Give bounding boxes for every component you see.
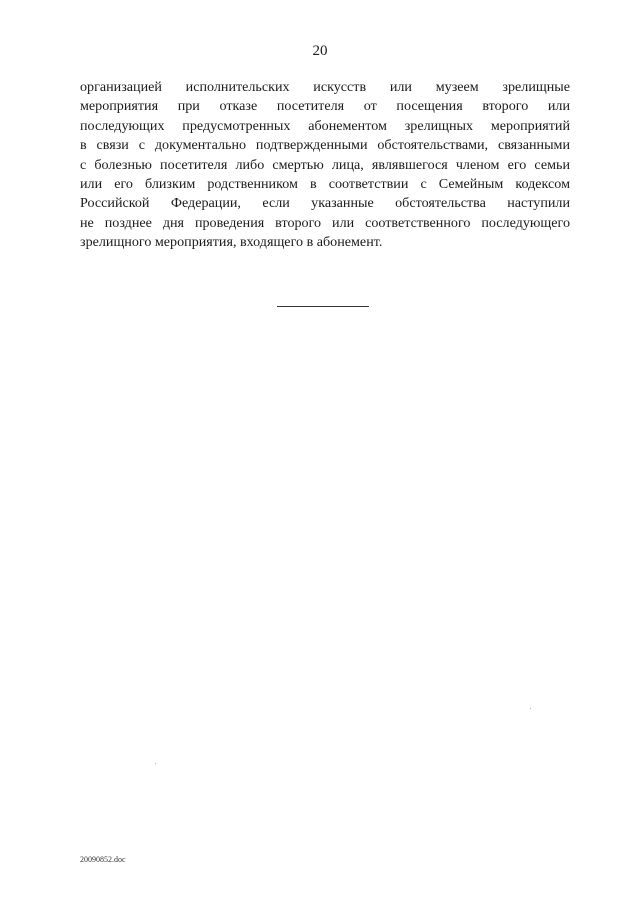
paragraph-line: или его близким родственником в соответствии с Семейным кодексом bbox=[80, 176, 570, 193]
paragraph-line: с болезнью посетителя либо смертью лица, являвшегося членом его семьи bbox=[80, 156, 570, 173]
page-number: 20 bbox=[312, 43, 328, 59]
paragraph-line: последующих предусмотренных абонементом зрелищных мероприятий bbox=[80, 117, 570, 134]
paragraph-line: зрелищного мероприятия, входящего в абонемент. bbox=[80, 234, 383, 251]
paragraph-line: не позднее дня проведения второго или соответственного последующего bbox=[80, 214, 570, 231]
paragraph-line: в связи с документально подтвержденными обстоятельствами, связанными bbox=[80, 137, 570, 154]
paragraph-line: мероприятия при отказе посетителя от посещения второго или bbox=[80, 98, 570, 115]
end-of-text-rule bbox=[277, 306, 369, 307]
scan-speck bbox=[530, 708, 531, 709]
footer-filename: 20090852.doc bbox=[80, 855, 126, 864]
body-paragraph bbox=[80, 78, 570, 253]
paragraph-line: Российской Федерации, если указанные обстоятельства наступили bbox=[80, 195, 570, 212]
scan-speck bbox=[155, 763, 156, 764]
paragraph-line: организацией исполнительских искусств или музеем зрелищные bbox=[80, 79, 570, 95]
